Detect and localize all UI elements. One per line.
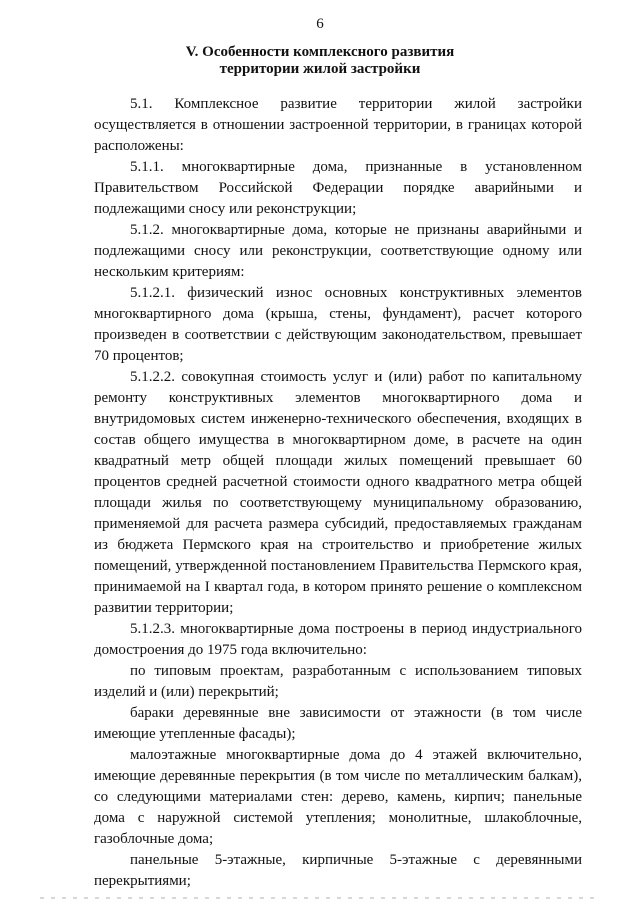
clause-5-1-2-2: 5.1.2.2. совокупная стоимость услуг и (или) работ по капитальному ремонту конструктивных элементов многоквартирного дома и внутридомовых систем инженерно-технического обеспечения, входящих в состав общего имущества в многоквартирном доме, в расчете на один квадратный метр общей площади жилых помещений превышает 60 процентов средней расчетной стоимости одного квадратного метра общей площади жилья по соответствующему муниципальному образованию, применяемой для расчета размера субсидий, предоставляемых гражданам из бюджета Пермского края на строительство и приобретение жилых помещений, утвержденной постановлением Правительства Пермского края, принимаемой на I квартал года, в котором принято решение о комплексном развитии территории; <box>94 369 582 616</box>
scan-artifact-line <box>40 897 600 899</box>
clause-5-1-2: 5.1.2. многоквартирные дома, которые не признаны аварийными и подлежащими сносу или реконструкции, соответствующие одному или нескольким критериям: <box>94 222 582 280</box>
list-item-five-storey-buildings: панельные 5-этажные, кирпичные 5-этажные с деревянными перекрытиями; <box>94 852 582 889</box>
clause-5-1-2-1: 5.1.2.1. физический износ основных конструктивных элементов многоквартирного дома (крыша, стены, фундамент), расчет которого произведен в соответствии с действующим законодательством, превышает 70 процентов; <box>94 285 582 364</box>
clause-5-1-2-3: 5.1.2.3. многоквартирные дома построены в период индустриального домостроения до 1975 года включительно: <box>94 621 582 658</box>
list-item-wooden-barracks: бараки деревянные вне зависимости от этажности (в том числе имеющие утепленные фасады); <box>94 705 582 742</box>
section-heading-line-1: V. Особенности комплексного развития <box>185 44 455 60</box>
clause-5-1-1: 5.1.1. многоквартирные дома, признанные в установленном Правительством Российской Федерации порядке аварийными и подлежащими сносу или реконструкции; <box>94 159 582 217</box>
page-number: 6 <box>316 16 324 32</box>
body-text <box>94 94 582 892</box>
section-heading <box>0 44 640 78</box>
list-item-typical-projects: по типовым проектам, разработанным с использованием типовых изделий и (или) перекрытий; <box>94 663 582 700</box>
clause-5-1: 5.1. Комплексное развитие территории жилой застройки осуществляется в отношении застроенной территории, в границах которой расположены: <box>94 96 582 154</box>
section-heading-line-2: территории жилой застройки <box>219 61 421 77</box>
list-item-low-rise-buildings: малоэтажные многоквартирные дома до 4 этажей включительно, имеющие деревянные перекрытия (в том числе по металлическим балкам), со следующими материалами стен: дерево, камень, кирпич; панельные дома с наружной системой утепления; монолитные, шлакоблочные, газоблочные дома; <box>94 747 582 847</box>
